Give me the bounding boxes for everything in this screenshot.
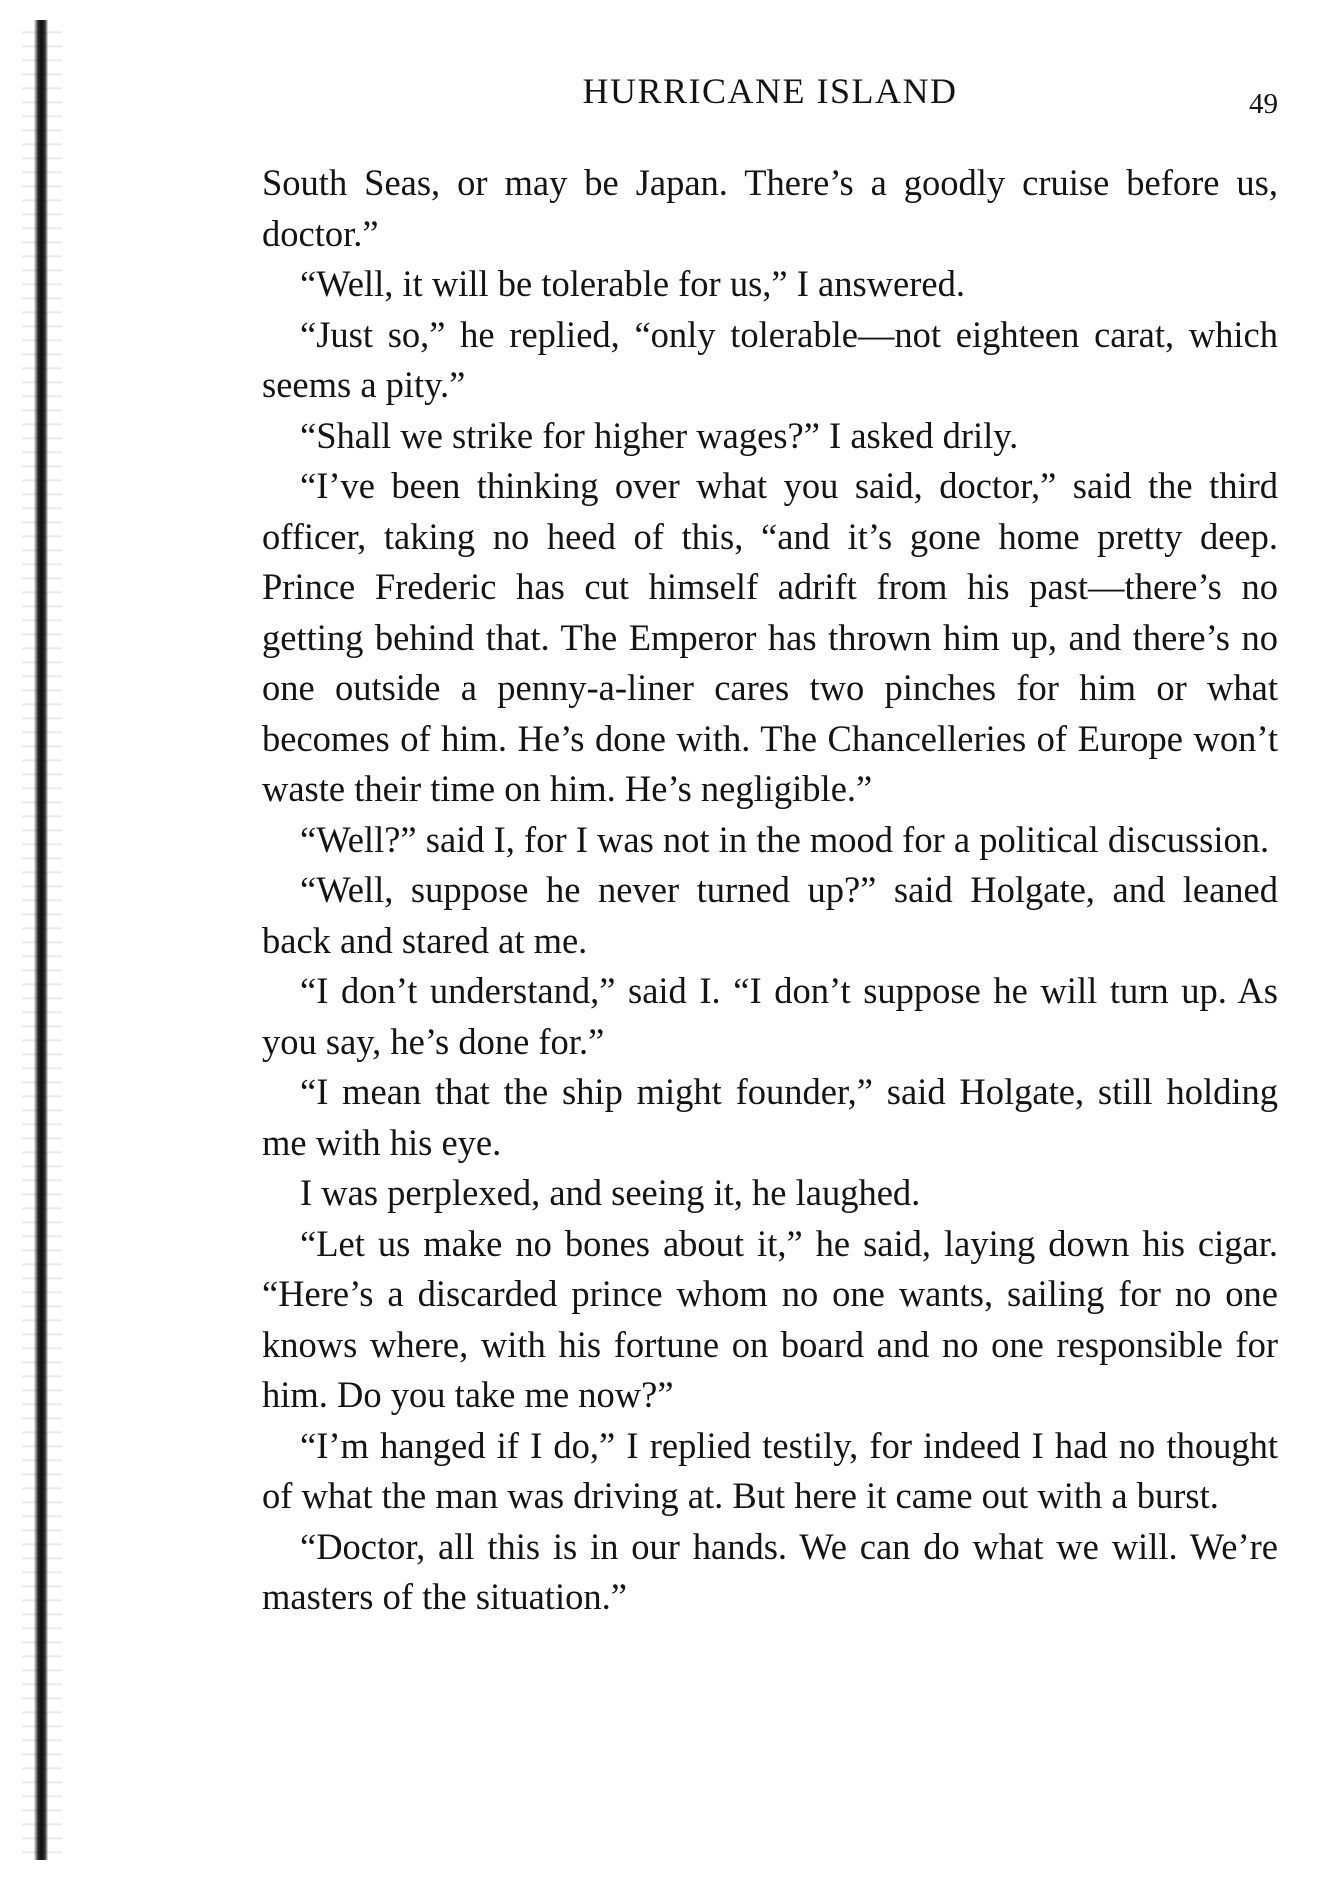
paragraph: “Doctor, all this is in our hands. We can do what we will. We’re masters of the situation.” bbox=[262, 1525, 1278, 1617]
running-title: HURRICANE ISLAND bbox=[582, 71, 958, 111]
paragraph: I was perplexed, and seeing it, he laughed. bbox=[300, 1172, 921, 1213]
paragraph: “Shall we strike for higher wages?” I asked drily. bbox=[300, 414, 1019, 456]
paragraph: “Well, suppose he never turned up?” said Holgate, and leaned back and stared at me. bbox=[262, 869, 1278, 961]
binding-scan-texture bbox=[22, 20, 62, 1860]
paragraph: “Well, it will be tolerable for us,” I answered. bbox=[300, 263, 965, 304]
paragraph: “I don’t understand,” said I. “I don’t suppose he will turn up. As you say, he’s done for.” bbox=[262, 970, 1278, 1062]
body-text bbox=[262, 158, 1278, 1623]
paragraph: South Seas, or may be Japan. There’s a goodly cruise before us, doctor.” bbox=[262, 162, 1278, 254]
paragraph: “Just so,” he replied, “only tolerable—not eighteen carat, which seems a pity.” bbox=[262, 313, 1278, 405]
paragraph: “Let us make no bones about it,” he said, laying down his cigar. “Here’s a discarded prince whom no one wants, sailing for no one knows where, with his fortune on board and no one responsible for him. Do you take me now?” bbox=[262, 1222, 1278, 1415]
paragraph: “I’ve been thinking over what you said, doctor,” said the third officer, taking no heed of this, “and it’s gone home pretty deep. Prince Frederic has cut himself adrift from his past—there’s no getting behind that. The Emperor has thrown him up, and there’s no one outside a penny-a-liner cares two pinches for him or what becomes of him. He’s done with. The Chancelleries of Europe won’t waste their time on him. He’s negligible.” bbox=[262, 465, 1278, 809]
paragraph: “I mean that the ship might founder,” said Holgate, still holding me with his eye. bbox=[262, 1071, 1278, 1163]
paragraph: “I’m hanged if I do,” I replied testily, for indeed I had no thought of what the man was driving at. But here it came out with a burst. bbox=[262, 1424, 1278, 1516]
book-page bbox=[262, 70, 1278, 1623]
page-header bbox=[262, 70, 1278, 126]
page-number: 49 bbox=[1249, 88, 1278, 120]
paragraph: “Well?” said I, for I was not in the mood for a political discussion. bbox=[300, 818, 1270, 860]
